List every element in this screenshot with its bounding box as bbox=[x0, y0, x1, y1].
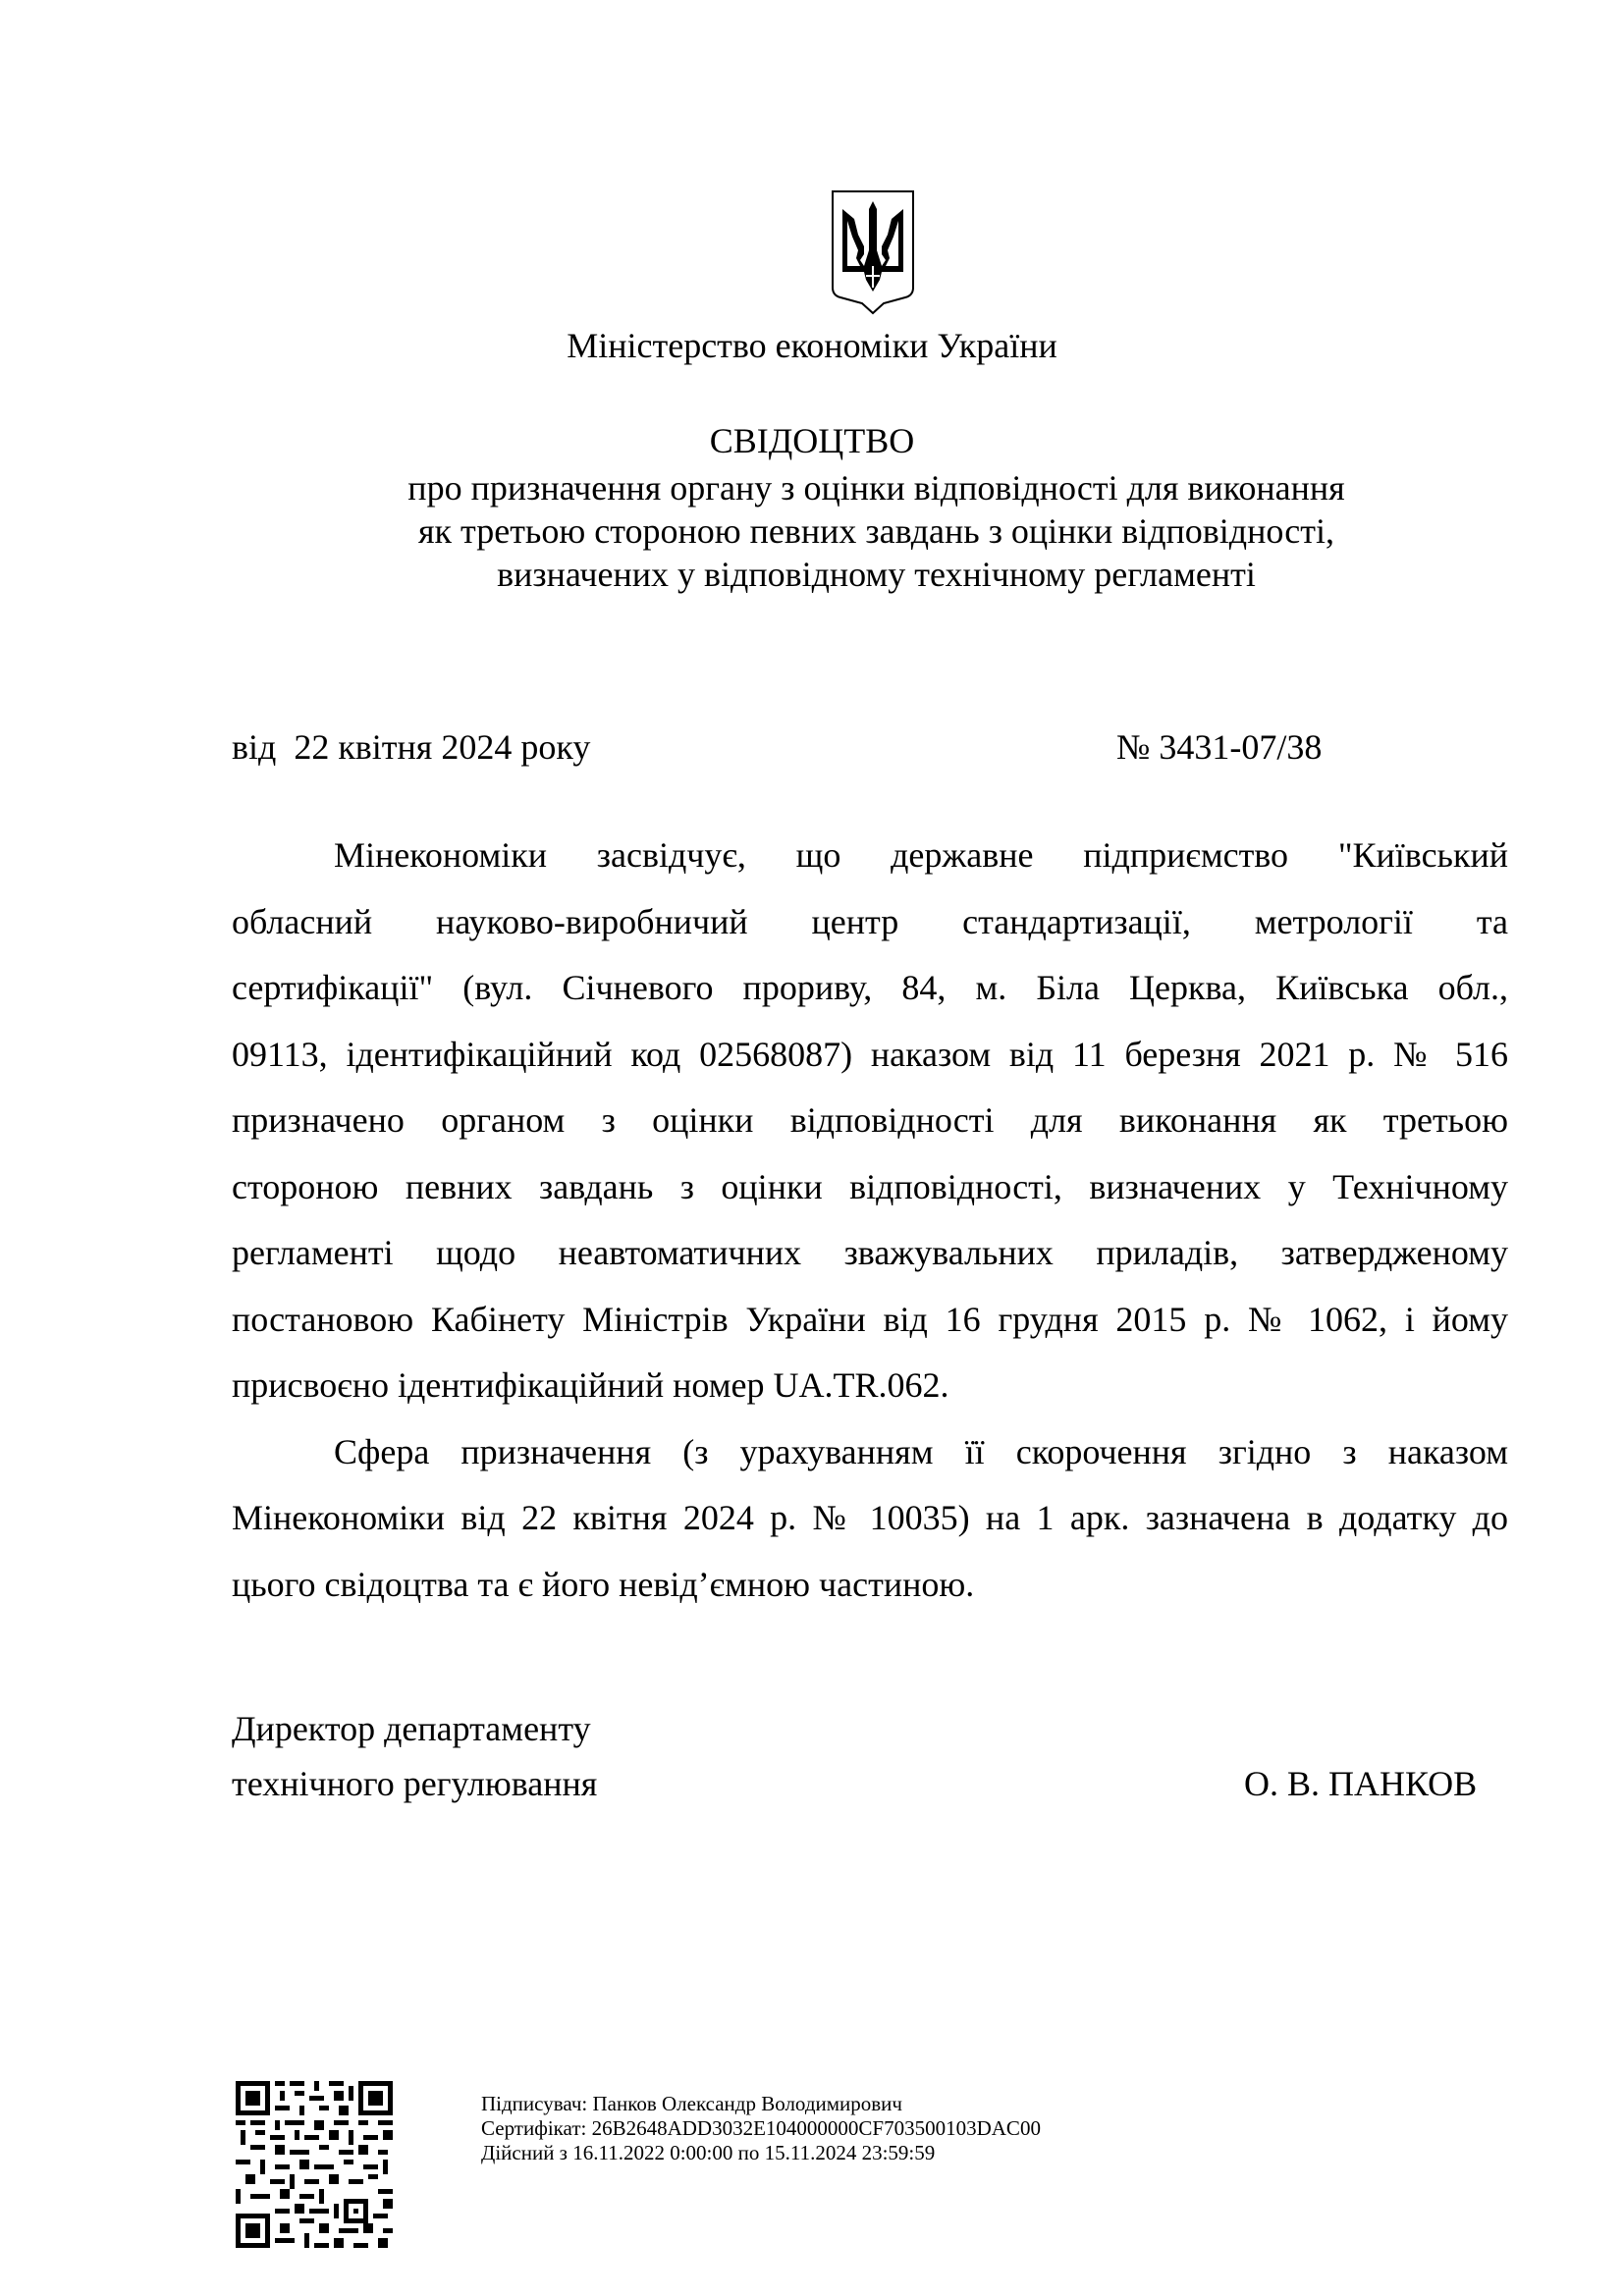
text-line: призначено органом з оцінки відповідності для виконання як третьою bbox=[232, 1100, 1508, 1140]
position-line: технічного регулювання bbox=[232, 1764, 598, 1803]
document-subtitle bbox=[295, 466, 1458, 596]
ukraine-trident-coat-of-arms-icon bbox=[831, 189, 915, 315]
text-line: 09113, ідентифікаційний код 02568087) наказом від 11 березня 2021 р. № 516 bbox=[232, 1034, 1508, 1074]
qr-code-icon bbox=[236, 2081, 393, 2248]
document-number: № 3431-07/38 bbox=[1116, 727, 1323, 767]
text-line: сертифікації" (вул. Січневого прориву, 84, м. Біла Церква, Київська обл., bbox=[232, 968, 1508, 1007]
text-line: Мінекономіки від 22 квітня 2024 р. № 10035) на 1 арк. зазначена в додатку до bbox=[232, 1498, 1508, 1537]
subtitle-line: визначених у відповідному технічному регламенті bbox=[497, 555, 1256, 594]
position-line: Директор департаменту bbox=[232, 1709, 591, 1748]
text-line: присвоєно ідентифікаційний номер UA.TR.062. bbox=[232, 1365, 949, 1405]
paragraph-2 bbox=[232, 1419, 1508, 1619]
signer-name: Підписувач: Панков Олександр Володимирович bbox=[481, 2092, 902, 2115]
document-body bbox=[232, 823, 1508, 1618]
text-line: регламенті щодо неавтоматичних зважувальних приладів, затвердженому bbox=[232, 1233, 1508, 1272]
paragraph-1 bbox=[232, 823, 1508, 1419]
text-line: стороною певних завдань з оцінки відповідності, визначених у Технічному bbox=[232, 1166, 1508, 1206]
text-line: обласний науково-виробничий центр стандартизації, метрології та bbox=[232, 901, 1508, 941]
certificate-id: Сертифікат: 26B2648ADD3032E104000000CF703500103DAC00 bbox=[481, 2116, 1041, 2140]
text-line: постановою Кабінету Міністрів України від 16 грудня 2015 р. № 1062, і йому bbox=[232, 1299, 1508, 1339]
subtitle-line: про призначення органу з оцінки відповідності для виконання bbox=[407, 468, 1345, 507]
document-title: СВІДОЦТВО bbox=[709, 421, 915, 460]
text-line: цього свідоцтва та є його невід’ємною частиною. bbox=[232, 1564, 975, 1604]
ministry-name: Міністерство економіки України bbox=[567, 326, 1057, 365]
document-date: від 22 квітня 2024 року bbox=[232, 727, 591, 767]
signatory-position bbox=[232, 1701, 597, 1811]
validity-period: Дійсний з 16.11.2022 0:00:00 по 15.11.2024 23:59:59 bbox=[481, 2141, 936, 2164]
electronic-signature-info bbox=[481, 2092, 1041, 2165]
signatory-name: О. В. ПАНКОВ bbox=[1244, 1764, 1478, 1803]
text-line: Мінекономіки засвідчує, що державне підприємство "Київський bbox=[334, 835, 1508, 875]
text-line: Сфера призначення (з урахуванням її скорочення згідно з наказом bbox=[334, 1431, 1508, 1471]
subtitle-line: як третьою стороною певних завдань з оцінки відповідності, bbox=[418, 511, 1334, 551]
